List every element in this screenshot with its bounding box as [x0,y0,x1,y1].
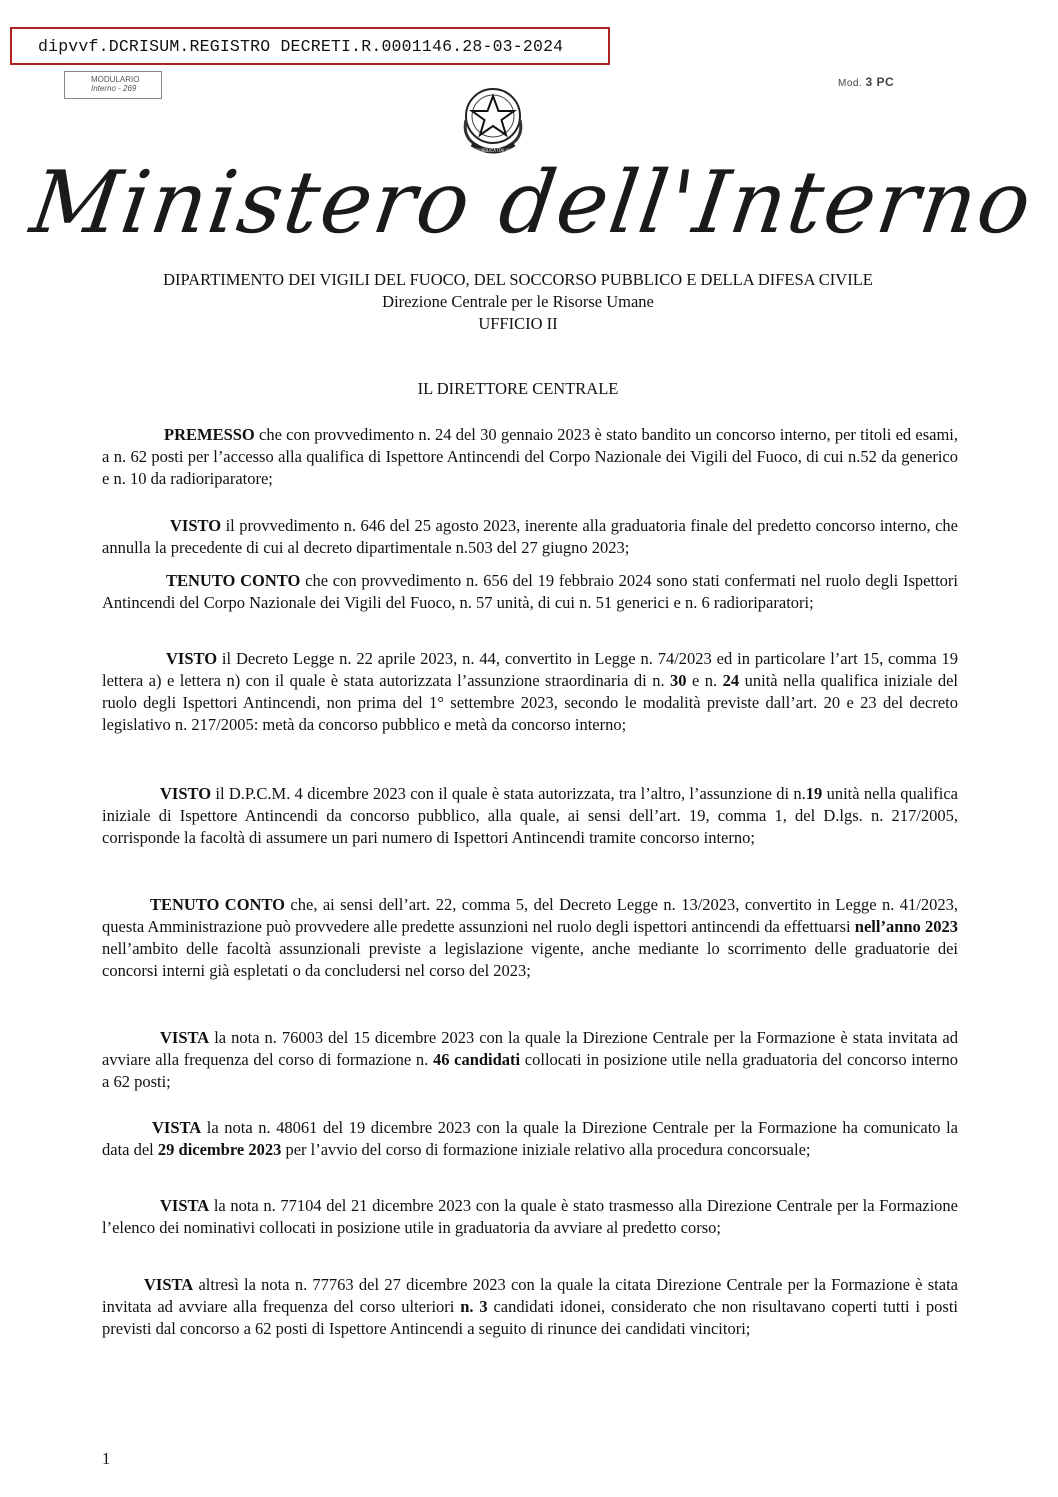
paragraph-lead: VISTA [160,1196,210,1215]
mod-prefix: Mod. [838,78,863,89]
paragraph-visto-1 [102,515,958,559]
mod-number: 3 PC [865,75,895,89]
paragraph-text: la nota n. 77104 del 21 dicembre 2023 con la quale è stato trasmesso alla Direzione Centrale per la Formazione l’elenco dei nominativi collocati in posizione utile in graduatoria da avviare al predetto corso; [102,1196,958,1237]
paragraph-premesso [102,424,958,490]
paragraph-text: la nota n. 76003 del 15 dicembre 2023 con la quale la Direzione Centrale per la Formazione è stata invitata ad avviare alla frequenza del corso di formazione n. [102,1028,958,1069]
paragraph-bold: 24 [722,671,740,690]
paragraph-text: nell’ambito delle facoltà assunzionali previste a legislazione vigente, anche mediante lo scorrimento delle graduatorie dei concorsi interni già espletati o da concludersi nel corso del 2023; [102,939,958,980]
mod-code [838,75,894,89]
paragraph-text: il provvedimento n. 646 del 25 agosto 2023, inerente alla graduatoria finale del predetto concorso interno, che annulla la precedente di cui al decreto dipartimentale n.503 del 27 giugno 2023; [102,516,958,557]
paragraph-text: la nota n. 48061 del 19 dicembre 2023 con la quale la Direzione Centrale per la Formazione ha comunicato la data del [102,1118,958,1159]
paragraph-tenuto-conto-1 [102,570,958,614]
paragraph-text: che con provvedimento n. 656 del 19 febbraio 2024 sono stati confermati nel ruolo degli Ispettori Antincendi del Corpo Nazionale dei Vigili del Fuoco, n. 57 unità, di cui n. 51 generici e n. 6 radioriparatori; [102,571,958,612]
paragraph-tenuto-conto-2 [102,894,958,982]
paragraph-bold: 30 [670,671,687,690]
paragraph-text: unità nella qualifica iniziale di Ispettore Antincendi da concorso pubblico, alla quale, ai sensi dell’art. 19, comma 1, del D.lgs. n. 217/2005, corrisponde la facoltà di assumere un pari numero di Ispettori Antincendi tramite concorso interno; [102,784,958,847]
paragraph-visto-3 [102,783,958,849]
paragraph-text: che, ai sensi dell’art. 22, comma 5, del Decreto Legge n. 13/2023, convertito in Legge n. 41/2023, questa Amministrazione può provvedere alle predette assunzioni nel ruolo degli ispettori antincendi da effettuarsi [102,895,959,936]
emblem-ribbon-text: REPUBBLICA ITALIANA [470,148,516,153]
paragraph-lead: TENUTO CONTO [150,895,286,914]
ministry-wordmark-text: Ministero dell'Interno [25,153,1039,253]
paragraph-lead: VISTA [152,1118,202,1137]
paragraph-text: e n. [686,671,723,690]
paragraph-text: che con provvedimento n. 24 del 30 gennaio 2023 è stato bandito un concorso interno, per titoli ed esami, a n. 62 posti per l’accesso alla qualifica di Ispettore Antincendi del Corpo Nazionale dei Vigili del Fuoco, di cui n.52 da generico e n. 10 da radioriparatore; [102,425,958,488]
signer-title: IL DIRETTORE CENTRALE [417,379,619,398]
office-name: UFFICIO II [478,314,558,333]
department-name: DIPARTIMENTO DEI VIGILI DEL FUOCO, DEL SOCCORSO PUBBLICO E DELLA DIFESA CIVILE [163,270,873,289]
paragraph-vista-3 [102,1195,958,1239]
paragraph-vista-1 [102,1027,958,1093]
paragraph-bold: 19 [805,784,823,803]
paragraph-lead: VISTA [144,1275,194,1294]
paragraph-visto-2 [102,648,958,736]
paragraph-lead: VISTO [166,649,218,668]
paragraph-text: il D.P.C.M. 4 dicembre 2023 con il quale è stata autorizzata, tra l’altro, l’assunzione di n. [211,784,806,803]
paragraph-bold: 29 dicembre 2023 [157,1140,282,1159]
italian-republic-emblem-icon [444,80,542,160]
paragraph-lead: VISTO [170,516,222,535]
paragraph-bold: n. 3 [460,1297,488,1316]
protocol-stamp [10,27,610,65]
paragraph-vista-4 [102,1274,958,1340]
paragraph-text: il Decreto Legge n. 22 aprile 2023, n. 44, convertito in Legge n. 74/2023 ed in particolare l’art 15, comma 19 lettera a) e lettera n) con il quale è stata autorizzata l’assunzione straordinaria di n. [102,649,958,690]
paragraph-lead: VISTO [160,784,212,803]
modulario-label: MODULARIO [91,75,140,84]
modulario-code: Interno - 269 [91,84,137,93]
modulario-stamp [64,71,162,99]
paragraph-bold: 46 candidati [432,1050,521,1069]
page-number: 1 [102,1449,111,1468]
paragraph-text: collocati in posizione utile nella graduatoria del concorso interno a 62 posti; [102,1050,958,1091]
paragraph-text: candidati idonei, considerato che non risultavano coperti tutti i posti previsti dal concorso a 62 posti di Ispettore Antincendi a seguito di rinunce dei candidati vincitori; [102,1297,958,1338]
paragraph-vista-2 [102,1117,958,1161]
direction-name: Direzione Centrale per le Risorse Umane [382,292,654,311]
protocol-stamp-text: dipvvf.DCRISUM.REGISTRO DECRETI.R.0001146.28-03-2024 [38,36,564,56]
paragraph-lead: VISTA [160,1028,210,1047]
paragraph-text: unità nella qualifica iniziale del ruolo degli Ispettori Antincendi, non prima del 1° settembre 2023, secondo le modalità previste dall’art. 20 e 23 del decreto legislativo n. 217/2005: metà da concorso pubblico e metà da concorso interno; [102,671,958,734]
paragraph-text: altresì la nota n. 77763 del 27 dicembre 2023 con la quale la citata Direzione Centrale per la Formazione è stata invitata ad avviare alla frequenza del corso ulteriori [102,1275,958,1316]
paragraph-text: per l’avvio del corso di formazione iniziale relativo alla procedura concorsuale; [281,1140,811,1159]
paragraph-bold: nell’anno 2023 [854,917,958,936]
paragraph-lead: PREMESSO [164,425,255,444]
paragraph-lead: TENUTO CONTO [166,571,301,590]
ministry-wordmark [25,153,1039,260]
